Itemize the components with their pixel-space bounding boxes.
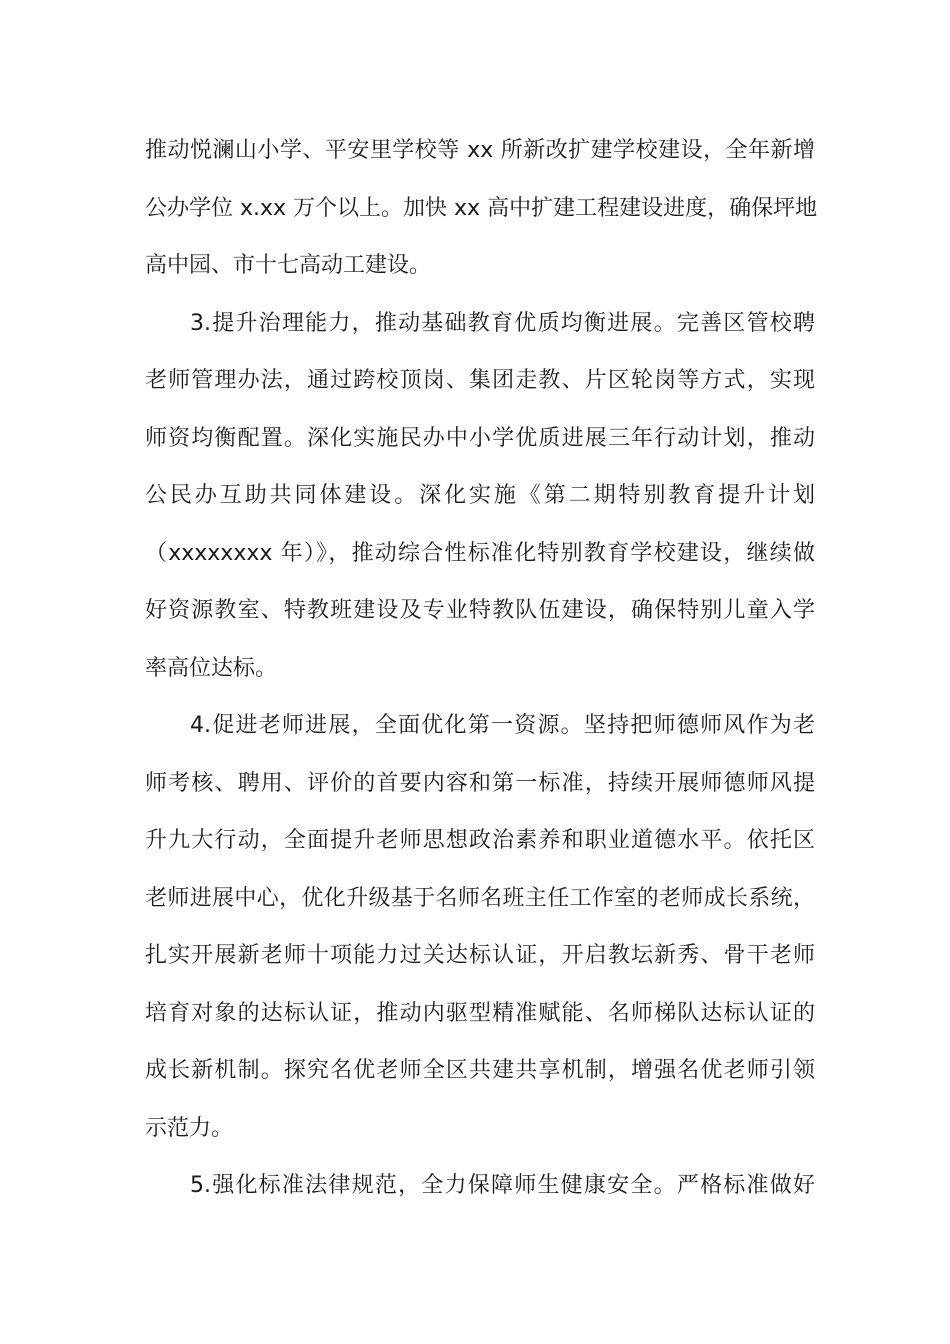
text-line: 升九大行动，全面提升老师思想政治素养和职业道德水平。依托区 [145, 828, 815, 853]
text-line: 师考核、聘用、评价的首要内容和第一标准，持续开展师德师风提 [145, 771, 815, 796]
text-line: 培育对象的达标认证，推动内驱型精准赋能、名师梯队达标认证的 [145, 1001, 815, 1026]
text-line: （xxxxxxxx 年）》，推动综合性标准化特别教育学校建设，继续做 [145, 541, 815, 566]
text-line: 师资均衡配置。深化实施民办中小学优质进展三年行动计划，推动 [145, 426, 815, 451]
text-line: 公民办互助共同体建设。深化实施《第二期特别教育提升计划 [145, 483, 815, 508]
paragraph-heading-4: 4.促进老师进展，全面优化第一资源。坚持把师德师风作为老 [190, 713, 815, 738]
paragraph-heading-5: 5.强化标准法律规范，全力保障师生健康安全。严格标准做好 [190, 1173, 815, 1198]
text-line: 好资源教室、特教班建设及专业特教队伍建设，确保特别儿童入学 [145, 598, 815, 623]
text-line: 率高位达标。 [145, 656, 278, 681]
text-line: 老师管理办法，通过跨校顶岗、集团走教、片区轮岗等方式，实现 [145, 368, 815, 393]
text-line: 高中园、市十七高动工建设。 [145, 253, 432, 278]
paragraph-heading-3: 3.提升治理能力，推动基础教育优质均衡进展。完善区管校聘 [190, 311, 815, 336]
text-line: 老师进展中心，优化升级基于名师名班主任工作室的老师成长系统， [145, 886, 815, 911]
text-line: 公办学位 x.xx 万个以上。加快 xx 高中扩建工程建设进度，确保坪地 [145, 196, 818, 221]
text-line: 扎实开展新老师十项能力过关达标认证，开启教坛新秀、骨干老师 [145, 943, 815, 968]
text-line: 成长新机制。探究名优老师全区共建共享机制，增强名优老师引领 [145, 1058, 815, 1083]
text-line: 推动悦澜山小学、平安里学校等 xx 所新改扩建学校建设，全年新增 [145, 138, 815, 163]
text-line: 示范力。 [145, 1116, 234, 1141]
